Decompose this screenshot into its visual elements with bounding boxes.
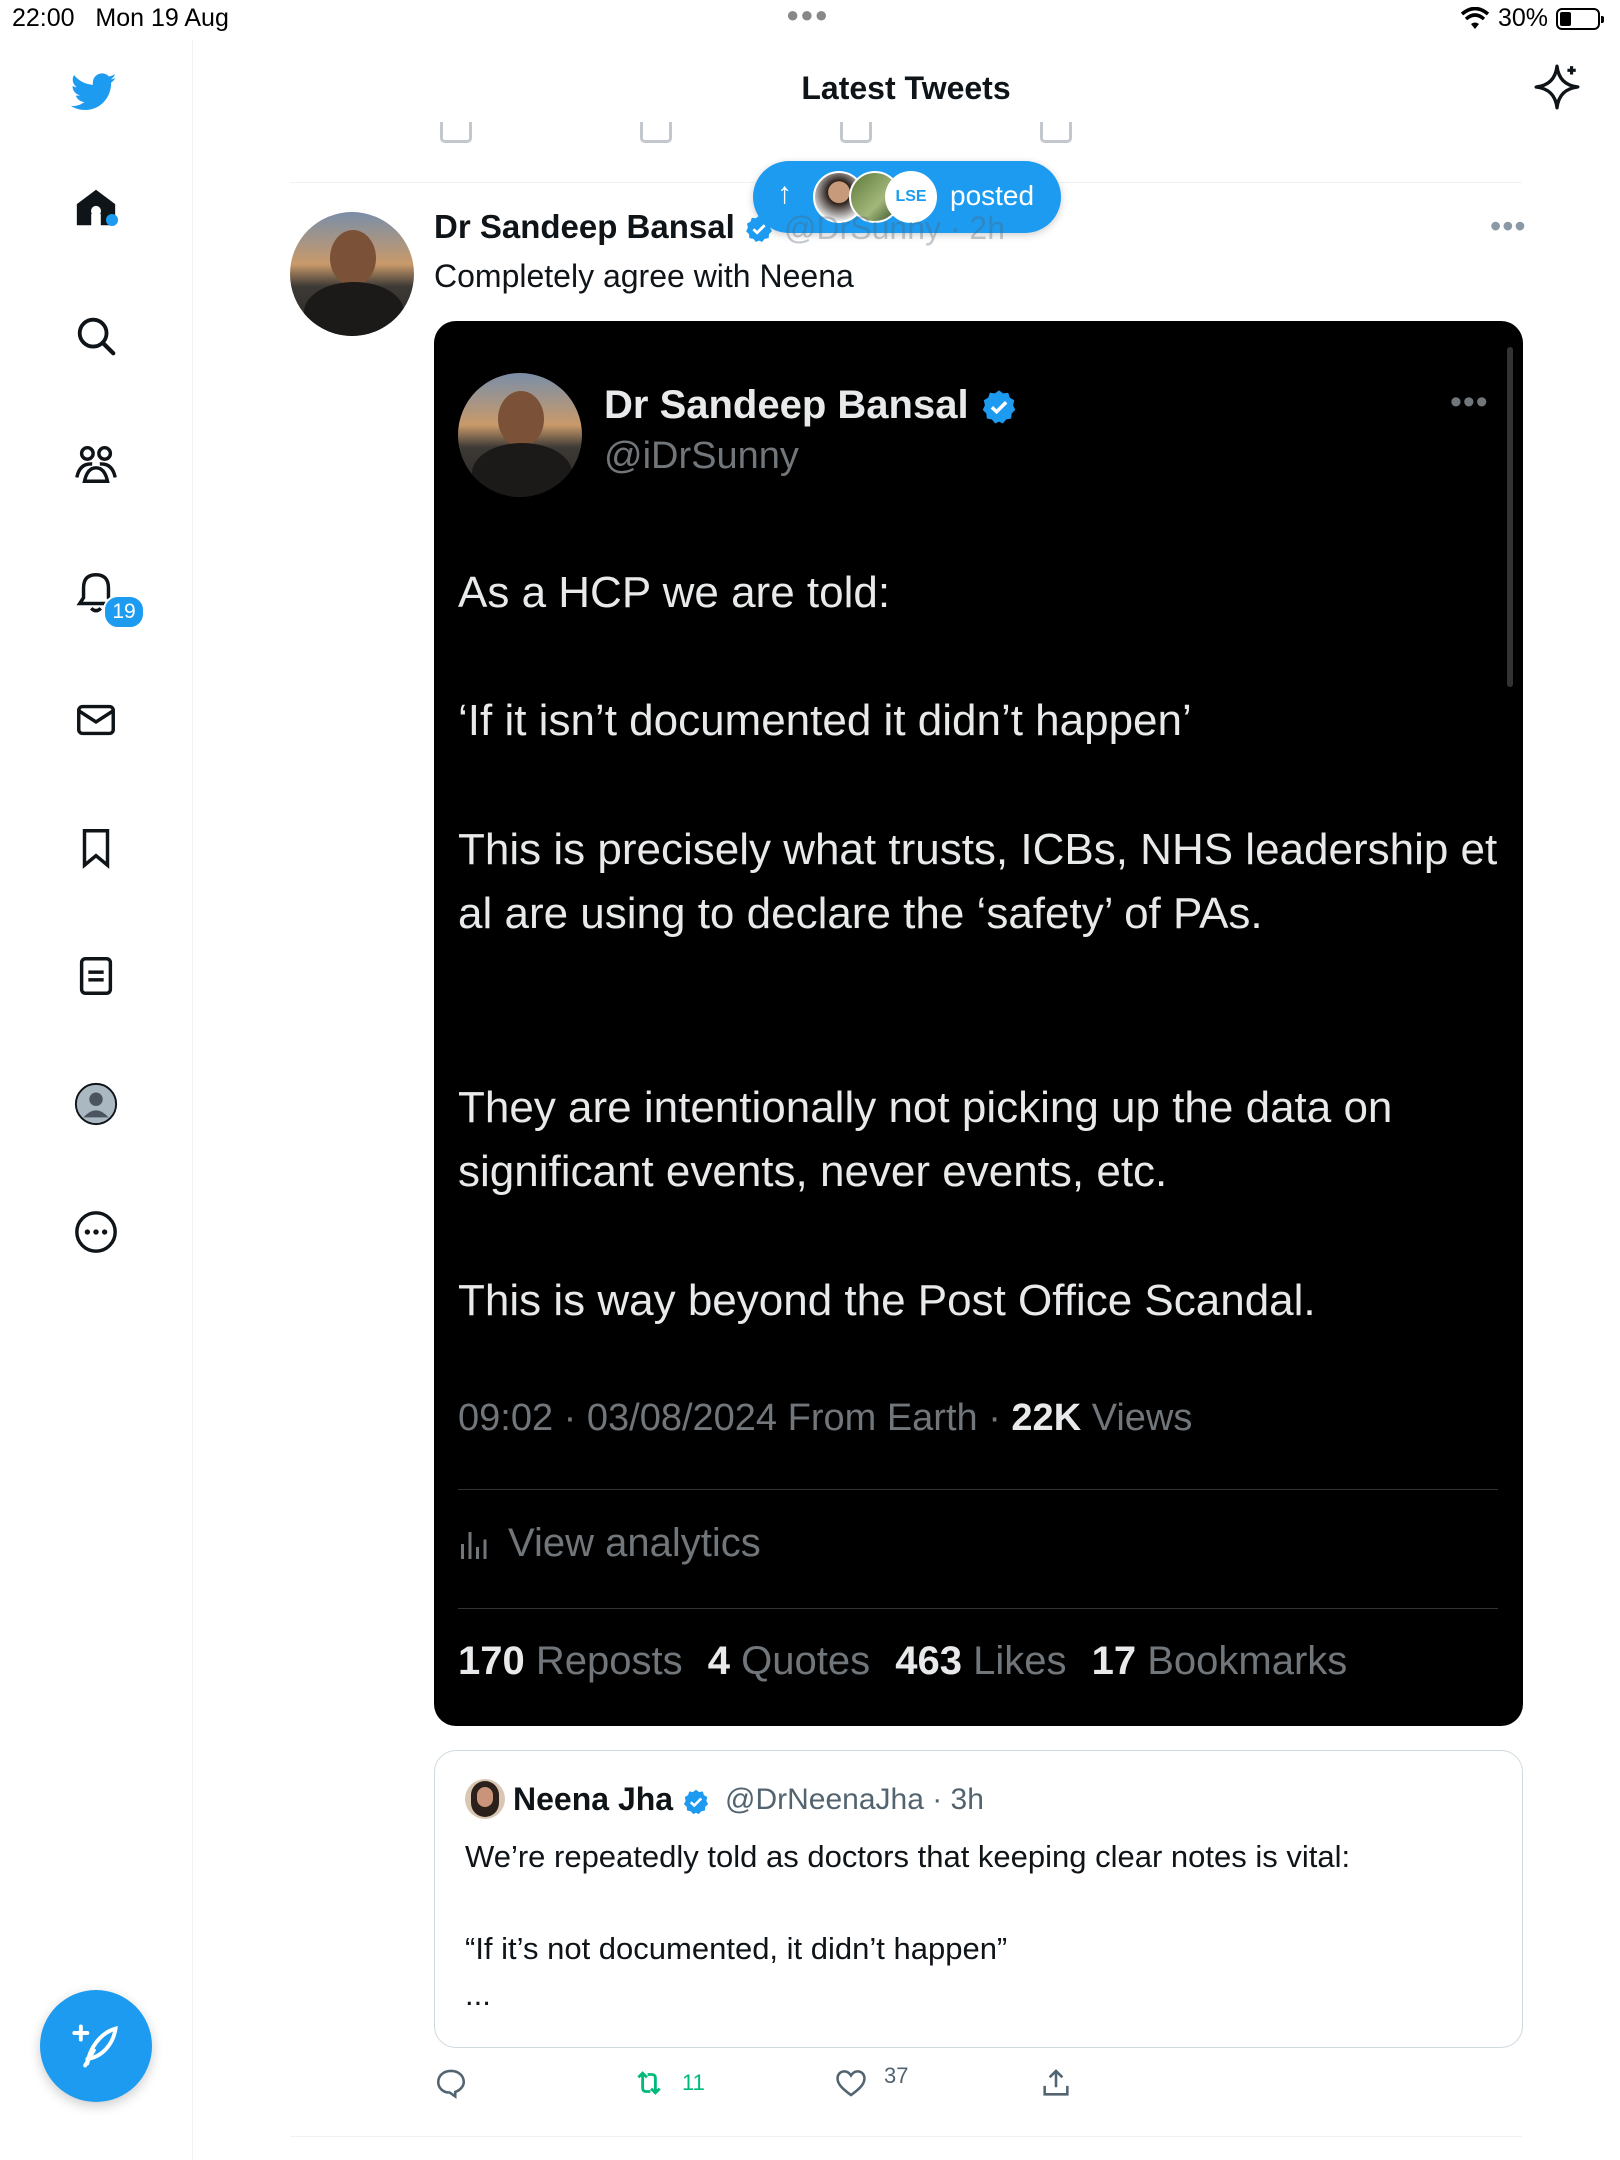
twitter-logo-icon[interactable]	[68, 66, 120, 118]
pill-avatar-lse: LSE	[885, 171, 937, 223]
image-paragraph: This is precisely what trusts, ICBs, NHS leadership et al are using to declare the ‘safety’ of PAs.	[458, 825, 1498, 938]
tweet-actions	[434, 2063, 1134, 2116]
quoted-handle-time: @DrNeenaJha · 3h	[725, 1783, 984, 1816]
sidebar	[0, 40, 193, 2160]
arrow-up-icon: ↑	[777, 177, 792, 210]
sparkle-icon[interactable]	[1532, 62, 1582, 112]
verified-badge-icon	[744, 214, 774, 244]
search-icon[interactable]	[70, 310, 122, 362]
new-posts-label: posted	[950, 180, 1035, 211]
image-paragraph: ‘If it isn’t documented it didn’t happen’	[458, 696, 1192, 745]
verified-badge-icon	[980, 388, 1018, 426]
scroll-indicator	[1507, 347, 1513, 687]
avatar[interactable]	[290, 212, 414, 336]
quoted-ellipsis: ...	[465, 1977, 491, 2012]
quoted-text: “If it’s not documented, it didn’t happen”	[465, 1931, 1008, 1966]
image-paragraph: This is way beyond the Post Office Scandal.	[458, 1276, 1316, 1325]
tweet-handle-time: @DrSunny · 2h	[784, 210, 1006, 246]
view-analytics: View analytics	[458, 1521, 761, 1566]
home-unread-dot	[106, 214, 118, 226]
retweet-count: 11	[682, 2070, 705, 2095]
tweet-image[interactable]	[434, 321, 1523, 1726]
quoted-text: We’re repeatedly told as doctors that keeping clear notes is vital:	[465, 1839, 1351, 1874]
image-paragraph: They are intentionally not picking up the data on significant events, never events, etc.	[458, 1083, 1393, 1196]
profile-icon[interactable]	[70, 1078, 122, 1130]
compose-feather-icon	[70, 2020, 122, 2072]
image-stats: 170 Reposts 4 Quotes 463 Likes 17 Bookmarks	[458, 1639, 1348, 1683]
divider	[290, 2136, 1522, 2137]
status-indicators	[1460, 4, 1600, 33]
image-paragraph: As a HCP we are told:	[458, 568, 891, 617]
more-options-icon[interactable]: •••	[1490, 208, 1527, 244]
retweet-icon	[632, 2066, 666, 2100]
reply-icon	[434, 2066, 468, 2100]
page-title: Latest Tweets	[801, 70, 1011, 106]
share-icon	[1039, 2066, 1073, 2100]
battery-icon	[1556, 8, 1600, 30]
quoted-author: Neena Jha	[513, 1781, 710, 1818]
home-icon[interactable]	[70, 182, 122, 234]
tweet-author[interactable]: Dr Sandeep Bansal	[434, 208, 774, 246]
previous-tweet-actions	[440, 122, 1080, 144]
status-bar	[0, 0, 1620, 40]
status-time: 22:00 Mon 19 Aug	[12, 4, 229, 32]
multitasking-dots-icon[interactable]: ●●●	[786, 2, 829, 27]
more-icon[interactable]	[70, 1206, 122, 1258]
wifi-icon	[1460, 7, 1490, 31]
bookmark-icon[interactable]	[70, 822, 122, 874]
notification-badge: 19	[103, 595, 145, 629]
image-avatar	[458, 373, 582, 497]
communities-icon[interactable]	[70, 438, 122, 490]
retweet-button[interactable]	[632, 2066, 705, 2100]
heart-icon	[834, 2066, 868, 2100]
like-count: 37	[884, 2063, 909, 2088]
like-button[interactable]	[834, 2063, 909, 2100]
analytics-icon	[458, 1526, 494, 1562]
mail-icon[interactable]	[70, 694, 122, 746]
lists-icon[interactable]	[70, 950, 122, 1002]
divider	[458, 1489, 1498, 1490]
verified-badge-icon	[682, 1788, 710, 1816]
image-meta: 09:02 · 03/08/2024 From Earth · 22K Views	[458, 1397, 1193, 1439]
tweet-text: Completely agree with Neena	[434, 258, 854, 294]
share-button[interactable]	[1039, 2066, 1073, 2100]
quoted-avatar	[465, 1779, 505, 1819]
compose-tweet-button[interactable]	[40, 1990, 152, 2102]
image-more-icon: •••	[1450, 383, 1489, 421]
image-author: Dr Sandeep Bansal	[604, 383, 1018, 428]
divider	[458, 1608, 1498, 1609]
image-handle: @iDrSunny	[604, 435, 799, 477]
quoted-tweet[interactable]	[434, 1750, 1523, 2048]
reply-button[interactable]	[434, 2066, 484, 2100]
battery-percent: 30%	[1497, 4, 1548, 32]
